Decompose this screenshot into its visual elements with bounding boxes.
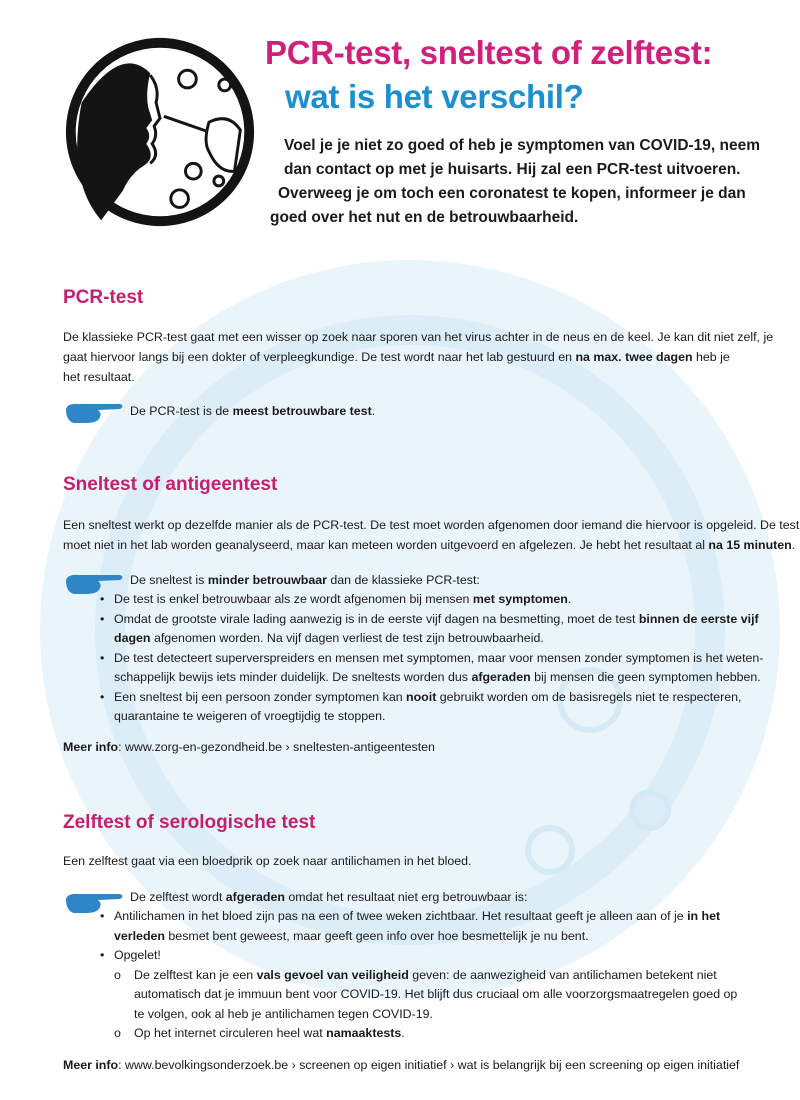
text-line: Een zelftest gaat via een bloedprik op zoek naar antilichamen in het bloed. <box>63 854 472 868</box>
section-title-sneltest: Sneltest of antigeentest <box>63 474 278 495</box>
list-item: • De test detecteert superverspreiders en mensen met symptomen, maar voor mensen zonder symptomen is het weten- schappelijk bewijs iets minder duidelijk. De sneltests worden dus afgeraden bij mensen die geen symptomen hebben. <box>100 650 764 684</box>
sneltest-note: De sneltest is minder betrouwbaar dan de klassieke PCR-test: <box>130 573 480 587</box>
section-title-zelftest: Zelftest of serologische test <box>63 812 316 833</box>
zelftest-bullet-list <box>98 907 737 1044</box>
page-title-line1: PCR-test, sneltest of zelftest: <box>265 34 713 71</box>
sneltest-bullet-list <box>98 590 763 727</box>
zelftest-note: De zelftest wordt afgeraden omdat het resultaat niet erg betrouwbaar is: <box>130 890 528 904</box>
list-item: • Omdat de grootste virale lading aanwezig is in de eerste vijf dagen na besmetting, moet de test binnen de eerste vijf dagen afgenomen worden. Na vijf dagen verliest de test zijn betrouwbaarheid. <box>100 611 759 645</box>
intro-line: Overweeg je om toch een coronatest te kopen, informeer je dan <box>278 185 746 202</box>
zelftest-paragraph <box>63 851 471 871</box>
sneltest-more-info: Meer info: www.zorg-en-gezondheid.be › sneltesten-antigeentesten <box>63 740 435 754</box>
pointing-hand-icon <box>64 399 126 425</box>
sub-list-item: o De zelftest kan je een vals gevoel van veiligheid geven: de aanwezigheid van antilichamen betekent niet automatisch dat je immuun bent voor COVID-19. Het blijft dus cruciaal om alle voorzorgsmaatregelen goed op te volgen, ook al heb je antilichamen tegen COVID-19. <box>114 967 738 1021</box>
page-title-line2: wat is het verschil? <box>285 78 584 115</box>
list-item: • De test is enkel betrouwbaar als ze wordt afgenomen bij mensen met symptomen. <box>100 592 572 606</box>
pcr-paragraph <box>63 327 773 387</box>
intro-paragraph <box>270 134 770 230</box>
intro-line: goed over het nut en de betrouwbaarheid. <box>270 209 579 226</box>
sub-list-item: o Op het internet circuleren heel wat namaaktests. <box>114 1026 405 1040</box>
list-item: • Een sneltest bij een persoon zonder symptomen kan nooit gebruikt worden om de basisregels niet te respecteren, quarantaine te weigeren of vroegtijdig te stoppen. <box>100 689 742 723</box>
pcr-note: De PCR-test is de meest betrouwbare test. <box>130 404 376 418</box>
intro-line: Voel je je niet zo goed of heb je symptomen van COVID-19, neem <box>284 137 761 154</box>
intro-line: dan contact op met je huisarts. Hij zal een PCR-test uitvoeren. <box>284 161 741 178</box>
list-item: • Antilichamen in het bloed zijn pas na een of twee weken zichtbaar. Het resultaat geeft je alleen aan of je in het verleden besmet bent geweest, maar geeft geen info over hoe besmettelijk je nu bent. <box>100 909 721 943</box>
text-line: Een sneltest werkt op dezelfde manier als de PCR-test. De test moet worden afgenomen door iemand die hiervoor is opgeleid. De test <box>63 518 800 532</box>
text-line: gaat hiervoor langs bij een dokter of verpleegkundige. De test wordt naar het lab gestuurd en na max. twee dagen heb je <box>63 350 730 364</box>
text-line: moet niet in het lab worden geanalyseerd, maar kan meteen worden uitgevoerd en afgelezen. Je hebt het resultaat al na 15 minuten. <box>63 538 796 552</box>
section-title-pcr: PCR-test <box>63 287 144 308</box>
zelftest-more-info: Meer info: www.bevolkingsonderzoek.be › screenen op eigen initiatief › wat is belangrijk bij een screening op eigen initiatief <box>63 1058 740 1072</box>
list-item: • Opgelet! o De zelftest kan je een vals gevoel van veiligheid geven: de aanwezigheid van antilichamen betekent niet automatisch dat je immuun bent voor COVID-19. Het blijft dus cruciaal om alle voorzorgsmaatregelen goed op te volgen, ook al heb je antilichamen tegen COVID-19. o Op het internet circuleren heel wat namaaktests. <box>98 946 737 1044</box>
sneltest-paragraph <box>63 515 799 555</box>
text-line: het resultaat. <box>63 370 135 384</box>
text-line: De klassieke PCR-test gaat met een wisser op zoek naar sporen van het virus achter in de neus en de keel. Je kan dit niet zelf, je <box>63 330 774 344</box>
covid-swab-test-icon <box>62 34 258 230</box>
